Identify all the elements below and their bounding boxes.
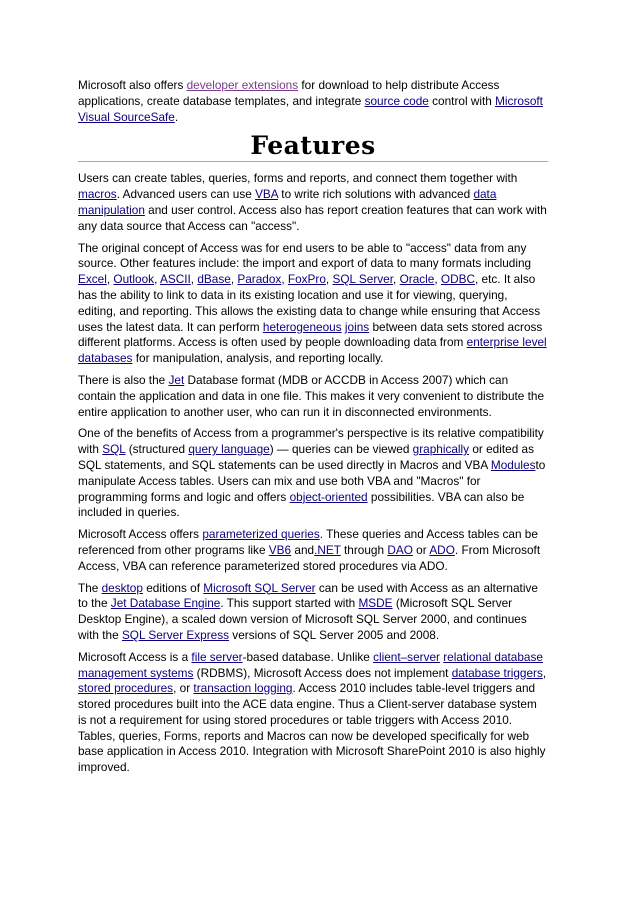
link-foxpro[interactable]: FoxPro: [287, 272, 326, 287]
link-vb6[interactable]: VB6: [268, 542, 292, 557]
text: ) — queries can be viewed: [269, 442, 413, 457]
paragraph-4: [78, 426, 548, 521]
text: . From Microsoft Access, VBA can reference parameterized stored procedures via ADO.: [78, 542, 541, 573]
link-object-oriented[interactable]: object-oriented: [289, 489, 368, 504]
link-sql-server[interactable]: SQL Server: [332, 272, 394, 287]
link-stored-procedures[interactable]: stored procedures: [78, 681, 174, 696]
text: . Advanced users can use: [116, 187, 256, 202]
text: ,: [190, 272, 198, 287]
section-heading-features: Features: [250, 131, 376, 161]
link-jet-database-engine[interactable]: Jet Database Engine: [110, 596, 221, 611]
link-heterogeneous[interactable]: heterogeneous: [262, 319, 342, 334]
link-microsoft-sql-server[interactable]: Microsoft SQL Server: [203, 580, 316, 595]
text: ,: [542, 665, 547, 680]
link-source-code[interactable]: source code: [364, 93, 429, 108]
text: Microsoft Access is a: [78, 649, 192, 664]
text: can be used with Access as an alternative to the: [78, 580, 538, 611]
link-desktop[interactable]: desktop: [101, 580, 143, 595]
text: ,: [325, 272, 333, 287]
text: versions of SQL Server 2005 and 2008.: [229, 627, 440, 642]
text: Microsoft Access offers: [78, 527, 203, 542]
link-graphically[interactable]: graphically: [412, 442, 470, 457]
link-dotnet[interactable]: .NET: [314, 542, 341, 557]
link-outlook[interactable]: Outlook: [113, 272, 155, 287]
text: Microsoft also offers: [78, 78, 187, 92]
text: The: [78, 580, 102, 595]
link-odbc[interactable]: ODBC: [440, 272, 475, 287]
text: or: [412, 542, 430, 557]
text: for manipulation, analysis, and reporting locally.: [132, 351, 384, 366]
paragraph-1: [78, 171, 548, 234]
link-transaction-logging[interactable]: transaction logging: [193, 681, 293, 696]
paragraph-7: [78, 650, 548, 776]
paragraph-5: [78, 527, 548, 574]
text: -based database. Unlike: [242, 649, 374, 664]
text: (structured: [125, 442, 189, 457]
text: possibilities. VBA can also be included in queries.: [78, 489, 525, 520]
link-database-triggers[interactable]: database triggers: [451, 665, 543, 680]
link-visual-sourcesafe[interactable]: Microsoft Visual SourceSafe: [78, 93, 543, 124]
text: One of the benefits of Access from a programmer's perspective is its relative compatibility with: [78, 426, 544, 457]
text: (Microsoft SQL Server Desktop Engine), a scaled down version of Microsoft SQL Server 2000, and continues with the: [78, 596, 527, 642]
text: (RDBMS), Microsoft Access does not implement: [193, 665, 452, 680]
link-dao[interactable]: DAO: [387, 542, 413, 557]
text: to manipulate Access tables. Users can mix and use both VBA and "Macros" for programming forms and logic and offers: [78, 457, 546, 504]
text: . This support started with: [220, 596, 359, 611]
text: ,: [281, 272, 288, 287]
text: ,: [154, 272, 160, 287]
link-vba[interactable]: VBA: [255, 187, 279, 202]
paragraph-3: [78, 373, 548, 420]
link-jet[interactable]: Jet: [168, 372, 185, 387]
link-msde[interactable]: MSDE: [358, 596, 393, 611]
text: and user control. Access also has report creation features that can work with any data source that Access can "access".: [78, 202, 547, 233]
link-macros[interactable]: macros: [78, 187, 117, 202]
link-file-server[interactable]: file server: [191, 649, 243, 664]
text: between data sets stored across different platforms. Access is often used by people downloading data from: [78, 319, 543, 350]
text: . Access 2010 includes table-level triggers and stored procedures built into the ACE data engine. Thus a Client-server database system is not a requirement for using stored procedures or table triggers with Access 2010. Tables, queries, Forms, reports and Macros can now be developed specifically for web base application in Access 2010. Integration with Microsoft SharePoint 2010 is also highly improved.: [78, 681, 546, 775]
text: ,: [230, 272, 238, 287]
text: and: [291, 542, 315, 557]
link-developer-extensions[interactable]: developer extensions: [186, 78, 299, 92]
text: There is also the: [78, 372, 169, 387]
text: Database format (MDB or ACCDB in Access 2007) which can contain the application and data in one file. This makes it very convenient to distribute the entire application to another user, who can run it in disconnected environments.: [78, 372, 545, 419]
text: editions of: [142, 580, 204, 595]
link-paradox[interactable]: Paradox: [237, 272, 282, 287]
text: through: [340, 542, 388, 557]
link-ado[interactable]: ADO: [429, 542, 455, 557]
link-query-language[interactable]: query language: [188, 442, 270, 457]
link-excel[interactable]: Excel: [78, 272, 107, 287]
document-page: [78, 78, 548, 782]
link-client-server[interactable]: client–server: [373, 649, 440, 664]
text: , etc. It also has the ability to link to data in its existing location and use it for viewing, querying, editing, and reporting. This allows the existing data to change while ensuring that Access uses the latest data. It can perform: [78, 272, 541, 334]
link-dbase[interactable]: dBase: [197, 272, 231, 287]
text: ,: [393, 272, 400, 287]
text: , or: [173, 681, 194, 696]
text: control with: [428, 93, 496, 108]
text: .: [174, 109, 179, 124]
paragraph-6: [78, 581, 548, 644]
link-joins[interactable]: joins: [344, 319, 370, 334]
link-oracle[interactable]: Oracle: [399, 272, 435, 287]
intro-paragraph: [78, 78, 548, 125]
text: to write rich solutions with advanced: [278, 187, 474, 202]
link-parameterized-queries[interactable]: parameterized queries: [202, 527, 320, 542]
paragraph-2: [78, 241, 548, 367]
text: ,: [106, 272, 114, 287]
link-enterprise-level-databases[interactable]: enterprise level databases: [78, 335, 547, 366]
link-sql[interactable]: SQL: [102, 442, 126, 457]
link-data-manipulation[interactable]: data manipulation: [78, 187, 497, 217]
text: The original concept of Access was for end users to be able to "access" data from any source. Other features include: the import and export of data to many formats including: [78, 240, 532, 271]
text: for download to help distribute Access applications, create database templates, and integrate: [78, 78, 500, 108]
link-ascii[interactable]: ASCII: [159, 272, 191, 287]
text: . These queries and Access tables can be referenced from other programs like: [78, 527, 538, 557]
link-sql-server-express[interactable]: SQL Server Express: [121, 627, 230, 642]
text: or edited as SQL statements, and SQL statements can be used directly in Macros and VBA: [78, 442, 535, 472]
text: Users can create tables, queries, forms and reports, and connect them together with: [78, 171, 518, 186]
text: ,: [434, 272, 441, 287]
heading-divider: [78, 161, 548, 162]
link-modules[interactable]: Modules: [490, 457, 536, 472]
link-rdbms[interactable]: relational database management systems: [78, 649, 543, 680]
